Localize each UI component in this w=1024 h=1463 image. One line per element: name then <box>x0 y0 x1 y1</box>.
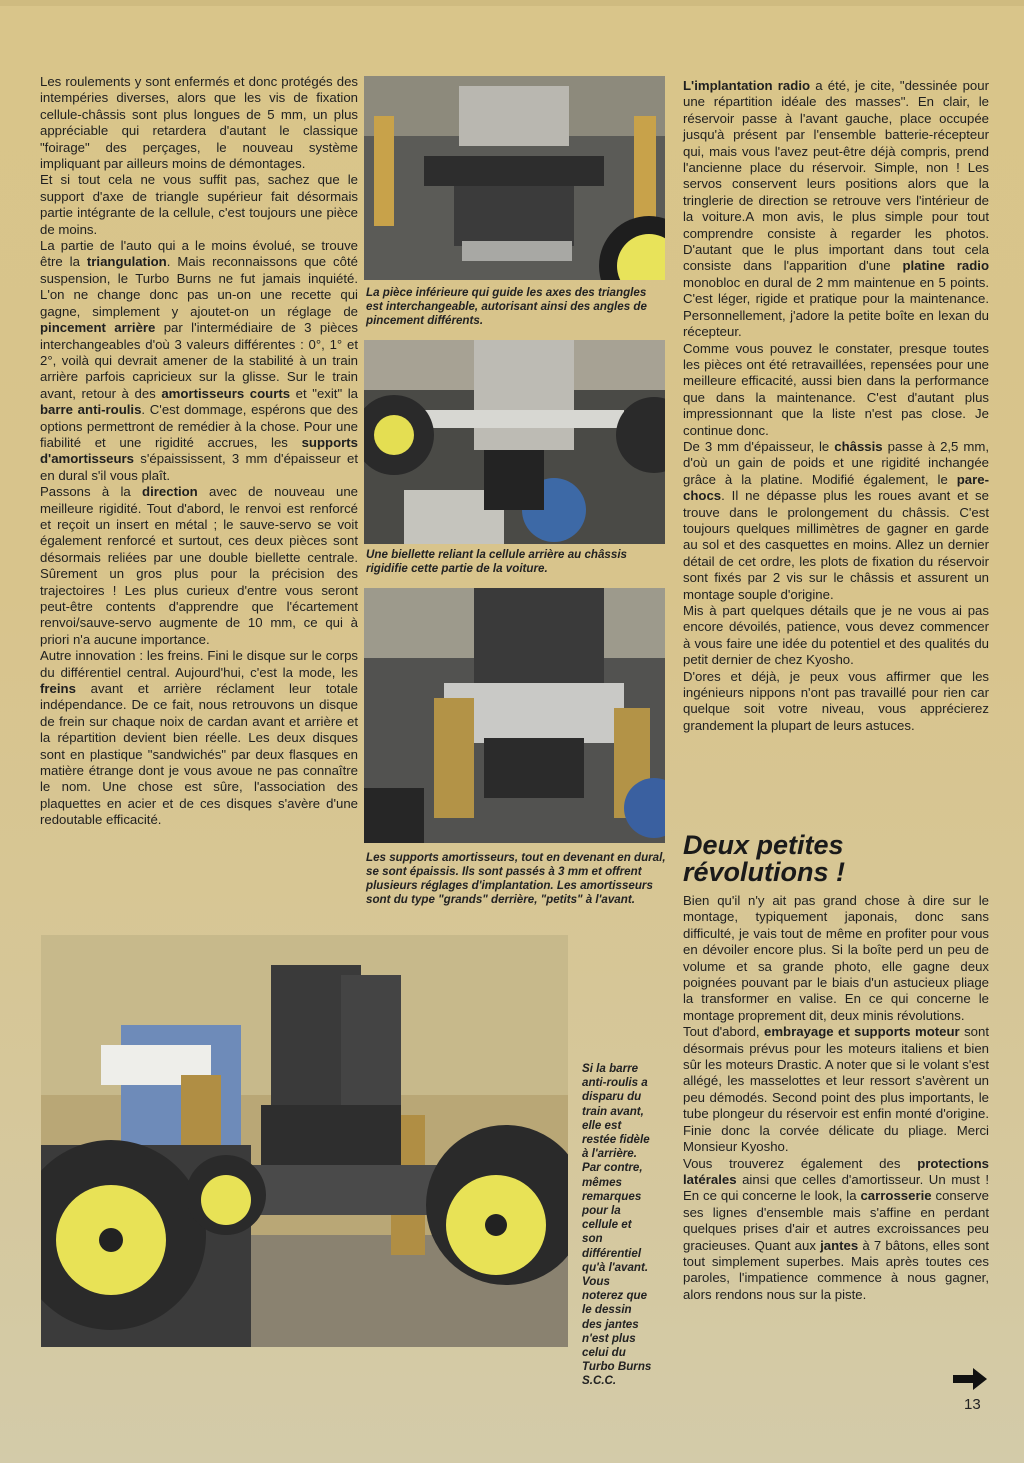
section-heading-line-1: Deux petites <box>683 830 844 860</box>
article-column-right <box>683 78 989 734</box>
paragraph: Et si tout cela ne vous suffit pas, sachez que le support d'axe de triangle supérieur fait désormais partie intégrante de la cellule, c'est toujours une pièce de moins. <box>40 172 358 237</box>
photo-caption-4: Si la barre anti-roulis a disparu du train avant, elle est restée fidèle à l'arrière. Par contre, mêmes remarques pour la cellule et son différentiel qu'à l'avant. Vous noterez que le dessin des jantes n'est plus celui du Turbo Burns S.C.C. <box>582 1062 652 1388</box>
photo-chassis-rear <box>41 935 568 1347</box>
article-column-left <box>40 74 358 829</box>
paragraph: Bien qu'il n'y ait pas grand chose à dire sur le montage, typiquement japonais, donc sans difficulté, je vais tout de même en profiter pour vous en dévoiler encore plus. Si la boîte perd un peu de volume et sa grande photo, elle gagne deux poignées pouvant par le biais d'un astucieux pliage la transformer en valise. En ce qui concerne le montage proprement dit, deux minis révolutions. <box>683 893 989 1023</box>
page-top-band <box>0 0 1024 6</box>
paragraph: Mis à part quelques détails que je ne vous ai pas encore dévoilés, patience, vous devez commencer à vous faire une idée du potentiel et des qualités du petit dernier de chez Kyosho. <box>683 603 989 668</box>
photo-caption-1: La pièce inférieure qui guide les axes des triangles est interchangeable, autorisant ainsi des angles de pincement différents. <box>366 286 647 327</box>
paragraph: D'ores et déjà, je peux vous affirmer que les ingénieurs nippons n'ont pas travaillé pour rien car quelque soit votre niveau, vous apprécierez grandement la plupart de leurs astuces. <box>683 668 989 733</box>
photo-rear-link <box>364 340 665 544</box>
page-number: 13 <box>964 1396 981 1413</box>
paragraph: De 3 mm d'épaisseur, le châssis passe à 2,5 mm, d'où un gain de poids et une rigidité inchangée grâce à la platine. Modifié également, le pare-chocs. Il ne dépasse plus les roues avant et se trouve dans le prolongement du châssis. C'est toujours quelques millimètres de gagner en garde au sol et des casquettes en moins. Allez un dernier détail de cet ordre, les plots de fixation du réservoir sont fixés par 2 vis sur le châssis et assurent un montage souple d'origine. <box>683 438 989 602</box>
paragraph: La partie de l'auto qui a le moins évolué, se trouve être la triangulation. Mais reconnaissons que côté suspension, le Turbo Burns ne fut jamais inquiété. L'on ne change donc pas un-on une recette qui gagne, simplement y ajoutet-on un réglage de pincement arrière par l'intermédiaire de 3 pièces interchangeables d'où 3 valeurs différentes : 0°, 1° et 2°, voilà qui devrait amener de la stabilité à un train arrière parfois capricieux sur la glisse. Sur le train avant, retour à des amortisseurs courts et "exit" la barre anti-roulis. C'est dommage, espérons que des options permettront de remédier à la chose. Pour une fiabilité et une rigidité accrues, les supports d'amortisseurs s'épaississent, 3 mm d'épaisseur et en dural s'il vous plaît. <box>40 238 358 483</box>
photo-caption-3: Les supports amortisseurs, tout en devenant en dural, se sont épaissis. Ils sont passés à 3 mm et offrent plusieurs réglages d'implantation. Les amortisseurs sont du type "grands" derrière, "petits" à l'avant. <box>366 851 666 906</box>
paragraph: Vous trouverez également des protections latérales ainsi que celles d'amortisseur. Un must ! En ce qui concerne le look, la carrosserie conserve ses lignes d'ensemble mais s'affine en perdant quelques prises d'air et autres excroissances peu gracieuses. Quant aux jantes à 7 bâtons, elles sont tout simplement superbes. Mais après toutes ces paroles, l'impatience commence à nous gagner, alors rendons nous sur la piste. <box>683 1155 989 1302</box>
section-heading <box>683 832 989 886</box>
arrow-right-icon <box>953 1368 987 1395</box>
photo-caption-2: Une biellette reliant la cellule arrière au châssis rigidifie cette partie de la voiture. <box>366 548 627 575</box>
paragraph: L'implantation radio a été, je cite, "dessinée pour une répartition idéale des masses". En clair, le réservoir passe à l'avant gauche, place occupée jusqu'à présent par l'ensemble batterie-récepteur qui, mais vous l'avez peut-être déjà compris, prend l'ancienne place du réservoir. Simple, non ! Les servos conservent leurs positions alors que la tringlerie de direction se retrouve vers l'intérieur de la voiture.A mon avis, le plus simple pour tout comprendre consiste à regarder les photos. D'autant que le plus important dans tout cela consiste dans l'apparition d'une platine radio monobloc en dural de 2 mm maintenue en 5 points. C'est léger, rigide et pratique pour la maintenance. Personnellement, j'adore la petite boîte en lexan du récepteur. <box>683 78 990 340</box>
paragraph: Autre innovation : les freins. Fini le disque sur le corps du différentiel central. Aujourd'hui, c'est la mode, les freins avant et arrière réclament leur totale indépendance. De ce fait, nous retrouvons un disque de frein sur chaque noix de cardan avant et arrière et la répartition devient bien réelle. Les deux disques sont en plastique "sandwichés" par deux flasques en matière étrange dont je vous avoue ne pas connaître le nom. Une chose est sûre, l'association des plaquettes en acier et de ces disques s'avère d'une redoutable efficacité. <box>40 648 358 828</box>
paragraph: Tout d'abord, embrayage et supports moteur sont désormais prévus pour les moteurs italiens et bien sûr les moteurs Drastic. A noter que si le volant s'est allégé, les masselottes et leur ressort s'avèrent un peu démodés. Second point des plus importants, le tube plongeur du réservoir est enfin monté d'origine. Finie donc la corvée délicate du pliage. Merci Monsieur Kyosho. <box>683 1024 990 1155</box>
photo-shock-towers <box>364 588 665 843</box>
photo-rear-suspension <box>364 76 665 280</box>
section-heading-line-2: révolutions ! <box>683 857 846 887</box>
article-column-right-lower <box>683 893 989 1303</box>
paragraph: Les roulements y sont enfermés et donc protégés des intempéries diverses, alors que les vis de fixation cellule-châssis sont plus longues de 5 mm, un plus appréciable qui retardera d'autant le classique "foirage" des perçages, le nouveau système impliquant par ailleurs moins de démontages. <box>40 74 358 172</box>
paragraph: Passons à la direction avec de nouveau une meilleure rigidité. Tout d'abord, le renvoi est renforcé et reçoit un insert en métal ; le sauve-servo se voit également renforcé et surtout, ces deux pièces sont désormais reliées par une double biellette centrale. Sûrement un gros plus pour la précision des trajectoires ! Les plus curieux d'entre vous seront peut-être contents d'apprendre que l'écartement renvoi/sauve-servo augmente de 10 mm, ce qui à priori n'a aucune importance. <box>40 484 358 647</box>
paragraph: Comme vous pouvez le constater, presque toutes les pièces ont été retravaillées, repensées pour une meilleure efficacité, aussi bien dans la performance que dans la maintenance. C'est d'autant plus impressionnant que la liste n'est pas close. Je continue donc. <box>683 340 989 438</box>
